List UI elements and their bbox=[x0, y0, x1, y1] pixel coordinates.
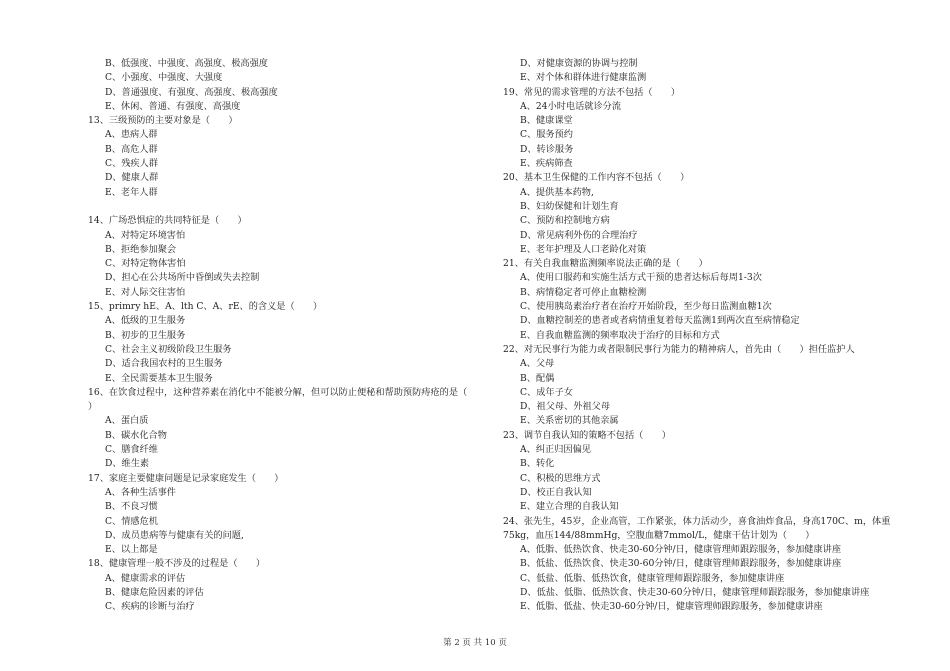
answer-option: C、残疾人群 bbox=[105, 158, 158, 170]
answer-option: E、对个体和群体进行健康监测 bbox=[520, 72, 647, 84]
answer-option: B、配偶 bbox=[520, 372, 555, 384]
answer-option: E、老年护理及人口老龄化对策 bbox=[520, 243, 647, 255]
answer-option: E、建立合理的自我认知 bbox=[520, 501, 619, 513]
answer-option: D、对健康资源的协调与控制 bbox=[520, 58, 638, 69]
answer-option: A、健康需求的评估 bbox=[105, 572, 186, 584]
answer-option: E、以上都是 bbox=[105, 544, 158, 556]
answer-option: D、维生素 bbox=[105, 458, 150, 470]
answer-option: C、低盐、低脂、低热饮食，健康管理师跟踪服务，参加健康讲座 bbox=[520, 572, 785, 584]
answer-option: A、父母 bbox=[520, 358, 555, 370]
question-text: 20、基本卫生保健的工作内容不包括（ ） bbox=[503, 172, 690, 184]
answer-option: D、低盐、低脂、低热饮食、快走30-60分钟/日，健康管理师跟踪服务，参加健康讲座 bbox=[520, 586, 870, 598]
question-text: 75kg，血压144/88mmHg，空腹血糖7mmol/L，健康干估计划为（ ） bbox=[503, 529, 815, 541]
question-text: 14、广场恐惧症的共同特征是（ ） bbox=[88, 215, 247, 227]
question-text: ） bbox=[88, 401, 98, 413]
answer-option: C、服务预约 bbox=[520, 129, 573, 141]
answer-option: C、预防和控制地方病 bbox=[520, 215, 610, 227]
answer-option: D、成员患病等与健康有关的问题, bbox=[105, 529, 244, 541]
answer-option: B、健康危险因素的评估 bbox=[105, 586, 204, 598]
answer-option: E、对人际交往害怕 bbox=[105, 286, 186, 298]
answer-option: A、各种生活事件 bbox=[105, 486, 176, 498]
answer-option: D、校正自我认知 bbox=[520, 486, 592, 498]
answer-option: A、提供基本药物, bbox=[520, 186, 594, 198]
answer-option: A、对特定环境害怕 bbox=[105, 229, 186, 241]
answer-option: E、自我血糖监测的频率取决于治疗的目标和方式 bbox=[520, 329, 720, 341]
question-text: 17、家庭主要健康问题是记录家庭发生（ ） bbox=[88, 472, 284, 484]
right-column bbox=[503, 57, 903, 615]
answer-option: D、健康人群 bbox=[105, 172, 159, 184]
answer-option: C、疾病的诊断与治疗 bbox=[105, 601, 195, 613]
answer-option: B、拒绝参加聚会 bbox=[105, 243, 177, 255]
answer-option: D、祖父母、外祖父母 bbox=[520, 401, 611, 413]
question-text: 13、三级预防的主要对象是（ ） bbox=[88, 115, 238, 127]
answer-option: C、成年子女 bbox=[520, 386, 573, 398]
answer-option: D、担心在公共场所中昏倒或失去控制 bbox=[105, 272, 260, 284]
question-text: 18、健康管理一般不涉及的过程是（ ） bbox=[88, 558, 266, 570]
answer-option: C、膳食纤维 bbox=[105, 444, 158, 456]
answer-option: D、转诊服务 bbox=[520, 143, 574, 155]
answer-option: A、低脂、低热饮食、快走30-60分钟/日，健康管理师跟踪服务，参加健康讲座 bbox=[520, 544, 842, 556]
answer-option: C、小强度、中强度、大强度 bbox=[105, 72, 223, 84]
answer-option: A、低级的卫生服务 bbox=[105, 315, 186, 327]
answer-option: D、常见病利外伤的合理治疗 bbox=[520, 229, 638, 241]
question-text: 15、primry hE、A、lth C、A、rE、的含义是（ ） bbox=[88, 301, 323, 313]
question-text: 16、在饮食过程中，这种营养素在消化中不能被分解，但可以防止便秘和帮助预防痔疮的是（ bbox=[88, 386, 468, 398]
question-text: 24、张先生，45岁，企业高管，工作紧张，体力活动少，喜食油炸食品，身高170C、m，体重 bbox=[503, 515, 891, 527]
answer-option: B、转化 bbox=[520, 458, 555, 470]
answer-option: B、妇幼保健和计划生育 bbox=[520, 200, 619, 212]
left-column bbox=[88, 57, 493, 615]
answer-option: A、患病人群 bbox=[105, 129, 158, 141]
answer-option: D、血糖控制差的患者或者病情重复着每天监测1到两次直至病情稳定 bbox=[520, 315, 800, 327]
answer-option: D、普通强度、有强度、高强度、极高强度 bbox=[105, 86, 278, 98]
answer-option: E、关系密切的其他亲属 bbox=[520, 415, 619, 427]
answer-option: B、碳水化合物 bbox=[105, 429, 167, 441]
answer-option: A、蛋白质 bbox=[105, 415, 149, 427]
answer-option: C、社会主义初级阶段卫生服务 bbox=[105, 343, 232, 355]
answer-option: A、纠正归因偏见 bbox=[520, 444, 591, 456]
answer-option: B、病情稳定者可停止血糖检测 bbox=[520, 286, 647, 298]
answer-option: E、全民需要基本卫生服务 bbox=[105, 372, 213, 384]
answer-option: E、疾病筛查 bbox=[520, 158, 573, 170]
answer-option: E、低脂、低盐、快走30-60分钟/日，健康管理师跟踪服务，参加健康讲座 bbox=[520, 601, 823, 613]
page-footer: 第 2 页 共 10 页 bbox=[443, 638, 507, 648]
answer-option: B、健康课堂 bbox=[520, 115, 573, 127]
answer-option: B、不良习惯 bbox=[105, 501, 158, 513]
spacer bbox=[88, 200, 493, 214]
answer-option: A、24小时电话就诊分流 bbox=[520, 100, 622, 112]
answer-option: C、使用胰岛素治疗者在治疗开始阶段，至少每日监测血糖1次 bbox=[520, 301, 772, 313]
question-text: 21、有关自我血糖监测频率说法正确的是（ ） bbox=[503, 258, 708, 270]
answer-option: B、高危人群 bbox=[105, 143, 158, 155]
answer-option: B、低强度、中强度、高强度、极高强度 bbox=[105, 58, 268, 69]
answer-option: B、低盐、低热饮食、快走30-60分钟/日，健康管理师跟踪服务，参加健康讲座 bbox=[520, 558, 842, 570]
answer-option: C、对特定物体害怕 bbox=[105, 258, 186, 270]
answer-option: E、休闲、普通、有强度、高强度 bbox=[105, 100, 241, 112]
answer-option: D、适合我国农村的卫生服务 bbox=[105, 358, 223, 370]
answer-option: C、积极的思维方式 bbox=[520, 472, 601, 484]
answer-option: C、情感危机 bbox=[105, 515, 158, 527]
question-text: 19、常见的需求管理的方法不包括（ ） bbox=[503, 86, 681, 98]
question-text: 23、调节自我认知的策略不包括（ ） bbox=[503, 429, 671, 441]
question-text: 22、对无民事行为能力或者限制民事行为能力的精神病人，首先由（ ）担任监护人 bbox=[503, 343, 855, 355]
answer-option: E、老年人群 bbox=[105, 186, 158, 198]
answer-option: A、使用口服药和实施生活方式干预的患者达标后每周1-3次 bbox=[520, 272, 762, 284]
answer-option: B、初步的卫生服务 bbox=[105, 329, 186, 341]
